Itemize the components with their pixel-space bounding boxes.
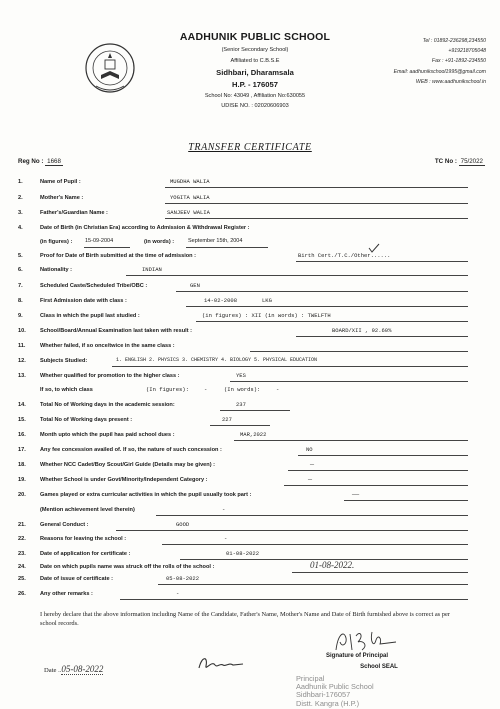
affiliation: Affiliated to C.B.S.E xyxy=(230,58,280,64)
extra-curricular: — xyxy=(352,489,360,498)
row-22: 22. Reasons for leaving the school : - xyxy=(0,535,500,546)
tel: Tel : 01892-236298,234550 xyxy=(422,38,486,44)
row-6: 6. Nationality : INDIAN xyxy=(0,266,500,277)
row-11: 11. Whether failed, if so once/twice in the same class : xyxy=(0,342,500,353)
school-seal-label: School SEAL xyxy=(360,664,398,670)
general-conduct: GOOD xyxy=(176,521,190,528)
last-exam-result: BOARD/XII , 92.60% xyxy=(332,327,392,334)
row-2: 2. Mother's Name : YOGITA WALIA xyxy=(0,194,500,205)
row-18: 18. Whether NCC Cadet/Boy Scout/Girl Guide (Details may be given) : – xyxy=(0,461,500,472)
school-level: (Senior Secondary School) xyxy=(221,47,289,53)
row-8: 8. First Admission date with class : 14-02-2008 LKG xyxy=(0,297,500,308)
mother-name: YOGITA WALIA xyxy=(170,194,210,201)
row-13-sub: If so, to which class (In figures): - (In words): - xyxy=(40,386,280,393)
dob-words: September 15th, 2004 xyxy=(188,238,243,244)
row-21: 21. General Conduct : GOOD xyxy=(0,521,500,532)
ncc-details: – xyxy=(310,459,314,468)
row-1: 1. Name of Pupil : MUGDHA WALIA xyxy=(0,178,500,189)
school-category: – xyxy=(308,474,312,483)
row-16: 16. Month upto which the pupil has paid school dues : MAR,2022 xyxy=(0,431,500,442)
principal-stamp: Principal Aadhunik Public School Sidhbari-176057 Distt. Kangra (H.P.) xyxy=(296,674,374,708)
principal-signature-label: Signature of Principal xyxy=(326,653,389,659)
admission-class: LKG xyxy=(262,297,272,304)
school-affiliation-no: School No: 43049 , Affiliation No:630055 xyxy=(204,93,306,99)
dob-figures: 15-09-2004 xyxy=(85,238,114,244)
tick-icon xyxy=(368,243,380,253)
reg-no: Reg No : 1668 xyxy=(18,158,61,165)
nationality: INDIAN xyxy=(142,266,162,273)
admission-date: 14-02-2008 xyxy=(204,297,238,304)
fee-concession: NO xyxy=(306,446,313,453)
days-present: 227 xyxy=(222,416,232,423)
father-name: SANJEEV WALIA xyxy=(167,209,210,216)
row-4-dob: (in figures) : 15-09-2004 (in words) : September 15th, 2004 xyxy=(0,238,500,249)
email: Email: aadhunikschool1995@gmail.com xyxy=(393,69,486,75)
school-logo-icon xyxy=(84,42,136,94)
promotion-qualified: YES xyxy=(236,372,246,379)
row-17: 17. Any fee concession availed of. If so, the nature of such concession : NO xyxy=(0,446,500,457)
row-4: 4. Date of Birth (in Christian Era) according to Admission & Withdrawal Register : xyxy=(18,225,250,231)
row-25: 25. Date of issue of certificate : 05-08-2022 xyxy=(0,575,500,586)
school-place: Sidhbari, Dharamsala xyxy=(216,68,294,77)
row-10: 10. School/Board/Annual Examination last taken with result : BOARD/XII , 92.60% xyxy=(0,327,500,338)
row-23: 23. Date of application for certificate : 01-08-2022 xyxy=(0,550,500,561)
other-remarks: - xyxy=(176,590,180,597)
date-footer-value: 05-08-2022 xyxy=(61,664,104,674)
school-name: AADHUNIK PUBLIC SCHOOL xyxy=(179,31,331,43)
tc-no: TC No : 75/2022 xyxy=(434,158,483,165)
row-26: 26. Any other remarks : - xyxy=(0,590,500,601)
mobile: +919218705048 xyxy=(448,48,486,54)
row-7: 7. Scheduled Caste/Scheduled Tribe/OBC : GEN xyxy=(0,282,500,293)
row-24: 24. Date on which pupils name was struck off the rolls of the school : 01-08-2022. xyxy=(0,563,500,574)
row-14: 14. Total No of Working days in the academic session: 237 xyxy=(0,401,500,412)
class-teacher-signature-icon xyxy=(196,654,246,674)
pupil-name: MUGDHA WALIA xyxy=(170,178,210,185)
row-9: 9. Class in which the pupil last studied : (in figures) : XII (in words) : TWELFTH xyxy=(0,312,500,323)
row-12: 12. Subjects Studied: 1. ENGLISH 2. PHYSICS 3. CHEMISTRY 4. BIOLOGY 5. PHYSICAL EDUCATION xyxy=(0,357,500,368)
row-13: 13. Whether qualified for promotion to the higher class : YES xyxy=(0,372,500,383)
dues-paid-upto: MAR,2022 xyxy=(240,431,267,438)
dob-proof: Birth Cert./T.C./Other...... xyxy=(298,252,391,259)
row-15: 15. Total No of Working days present : 227 xyxy=(0,416,500,427)
declaration: I hereby declare that the above information including Name of the Candidate, Father's Name, Mother's Name and Date of Birth furnished above is correct as per school records. xyxy=(40,611,450,627)
website: WEB : www.aadhunikschool.in xyxy=(415,79,486,85)
row-19: 19. Whether School is under Govt/Minority/Independent Category : – xyxy=(0,476,500,487)
last-class: (in figures) : XII (in words) : TWELFTH xyxy=(202,312,331,319)
principal-signature-icon xyxy=(330,628,402,656)
promotion-class-figures: - xyxy=(204,386,208,393)
leaving-reason: - xyxy=(224,535,228,542)
udise-no: UDISE NO. : 02020606903 xyxy=(221,103,289,109)
row-20-sub: (Mention achievement level therein) - xyxy=(0,506,500,517)
struck-off-date: 01-08-2022. xyxy=(310,560,355,570)
application-date: 01-08-2022 xyxy=(226,550,260,557)
working-days: 237 xyxy=(236,401,246,408)
achievement-level: - xyxy=(222,506,226,513)
school-pin: H.P. - 176057 xyxy=(232,80,278,89)
certificate-title: TRANSFER CERTIFICATE xyxy=(188,142,312,153)
row-5: 5. Proof for Date of Birth submitted at the time of admission : Birth Cert./T.C./Other...... xyxy=(0,252,500,263)
row-20: 20. Games played or extra curricular activities in which the pupil usually took part : — xyxy=(0,491,500,502)
issue-date: 05-08-2022 xyxy=(166,575,200,582)
date-footer: Date ..05-08-2022 xyxy=(44,664,104,674)
subjects: 1. ENGLISH 2. PHYSICS 3. CHEMISTRY 4. BIOLOGY 5. PHYSICAL EDUCATION xyxy=(116,357,318,363)
fax: Fax : +91-1892-234550 xyxy=(431,58,486,64)
promotion-class-words: - xyxy=(276,386,280,393)
category: GEN xyxy=(190,282,200,289)
row-3: 3. Father's/Guardian Name : SANJEEV WALIA xyxy=(0,209,500,220)
